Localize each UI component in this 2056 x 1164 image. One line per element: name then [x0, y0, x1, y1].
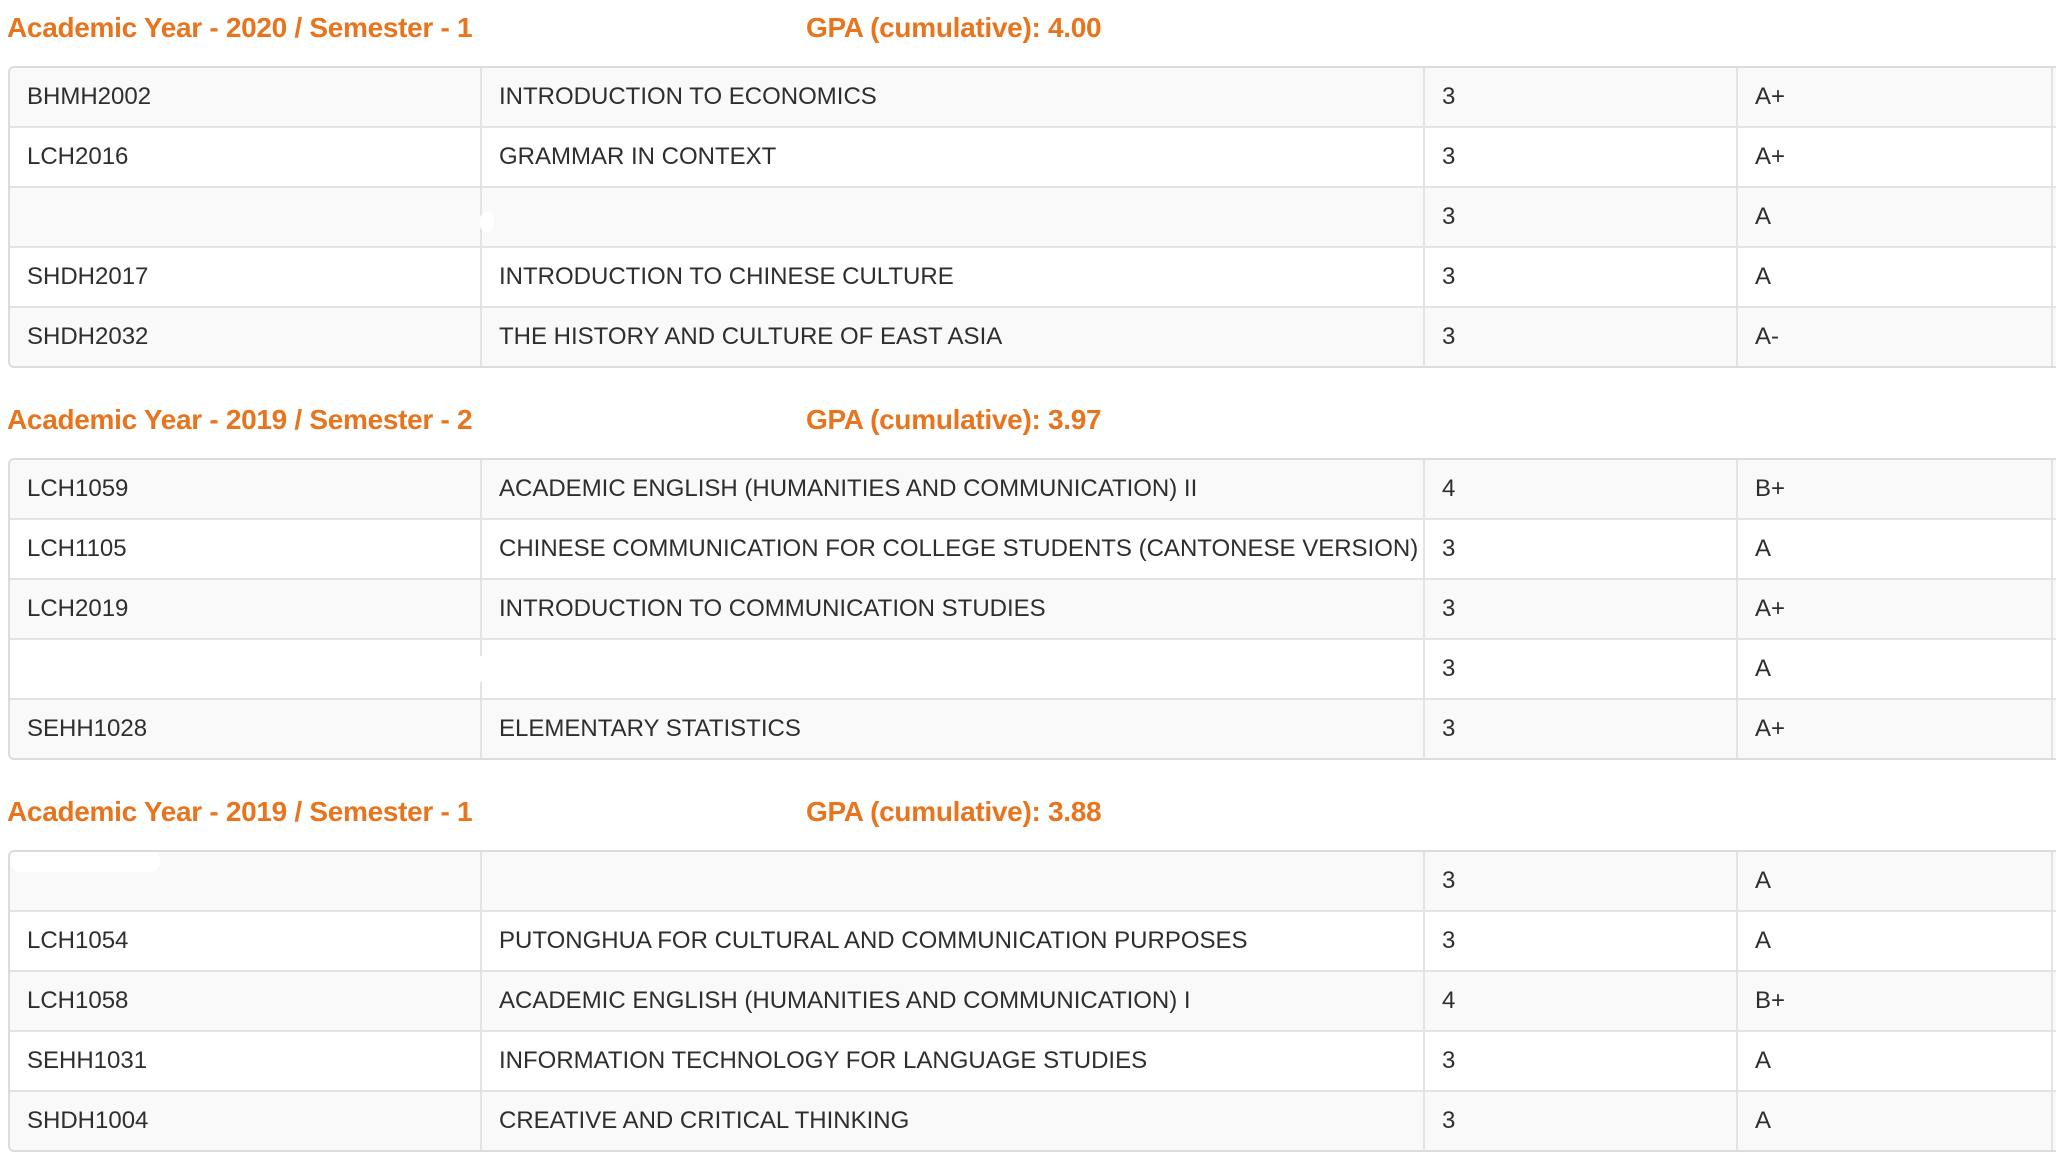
course-grade: A-: [1738, 308, 2053, 366]
course-credits: 4: [1425, 460, 1738, 518]
course-credits: 3: [1425, 700, 1738, 758]
course-code: SHDH2017: [10, 248, 482, 306]
course-code: LCH1054: [10, 912, 482, 970]
table-row: [10, 698, 2056, 758]
course-title: GRAMMAR IN CONTEXT: [482, 128, 1425, 186]
table-row: [10, 638, 2056, 698]
semester-header: [0, 0, 2056, 56]
course-credits: 3: [1425, 912, 1738, 970]
table-row: [10, 518, 2056, 578]
course-title: ACADEMIC ENGLISH (HUMANITIES AND COMMUNICATION) II: [482, 460, 1425, 518]
table-row: [10, 970, 2056, 1030]
semester-title: Academic Year - 2019 / Semester - 2: [7, 404, 473, 435]
course-title: THE HISTORY AND CULTURE OF EAST ASIA: [482, 308, 1425, 366]
table-row: [10, 578, 2056, 638]
course-credits: 3: [1425, 68, 1738, 126]
course-table: [8, 850, 2056, 1152]
course-credits: 3: [1425, 188, 1738, 246]
course-code: SEHH1031: [10, 1032, 482, 1090]
course-grade: A+: [1738, 580, 2053, 638]
course-code: LCH1059: [10, 460, 482, 518]
course-code: SHDH1004: [10, 1092, 482, 1150]
table-row: [10, 186, 2056, 246]
course-credits: 3: [1425, 248, 1738, 306]
course-title: PUTONGHUA FOR CULTURAL AND COMMUNICATION PURPOSES: [482, 912, 1425, 970]
table-row: [10, 126, 2056, 186]
course-grade: A: [1738, 188, 2053, 246]
course-credits: 3: [1425, 852, 1738, 910]
table-row: [10, 852, 2056, 910]
course-table: [8, 458, 2056, 760]
course-title: INTRODUCTION TO CHINESE CULTURE: [482, 248, 1425, 306]
course-code: SEHH1028: [10, 700, 482, 758]
course-code: [10, 188, 482, 246]
course-grade: A: [1738, 248, 2053, 306]
course-title: INTRODUCTION TO ECONOMICS: [482, 68, 1425, 126]
course-credits: 3: [1425, 128, 1738, 186]
course-title: INFORMATION TECHNOLOGY FOR LANGUAGE STUDIES: [482, 1032, 1425, 1090]
course-title: [482, 188, 1425, 246]
course-grade: B+: [1738, 972, 2053, 1030]
course-title: CREATIVE AND CRITICAL THINKING: [482, 1092, 1425, 1150]
course-credits: 3: [1425, 1032, 1738, 1090]
course-code: LCH2016: [10, 128, 482, 186]
course-title: CHINESE COMMUNICATION FOR COLLEGE STUDENTS (CANTONESE VERSION): [482, 520, 1425, 578]
course-credits: 3: [1425, 308, 1738, 366]
course-credits: 4: [1425, 972, 1738, 1030]
course-code: LCH2019: [10, 580, 482, 638]
course-code: LCH1058: [10, 972, 482, 1030]
semester-header: [0, 392, 2056, 448]
course-grade: A: [1738, 852, 2053, 910]
table-row: [10, 460, 2056, 518]
course-grade: A+: [1738, 68, 2053, 126]
course-grade: A+: [1738, 700, 2053, 758]
course-grade: A: [1738, 912, 2053, 970]
course-grade: B+: [1738, 460, 2053, 518]
course-title: ELEMENTARY STATISTICS: [482, 700, 1425, 758]
table-row: [10, 910, 2056, 970]
course-credits: 3: [1425, 1092, 1738, 1150]
gpa-cumulative: GPA (cumulative): 3.88: [806, 796, 1102, 827]
course-credits: 3: [1425, 520, 1738, 578]
semester-header: [0, 784, 2056, 840]
course-grade: A+: [1738, 128, 2053, 186]
gpa-cumulative: GPA (cumulative): 3.97: [806, 404, 1102, 435]
course-title: INTRODUCTION TO COMMUNICATION STUDIES: [482, 580, 1425, 638]
course-grade: A: [1738, 640, 2053, 698]
table-row: [10, 1030, 2056, 1090]
course-table: [8, 66, 2056, 368]
course-grade: A: [1738, 1092, 2053, 1150]
course-title: [482, 852, 1425, 910]
course-code: LCH1105: [10, 520, 482, 578]
redaction-mark: [10, 850, 160, 872]
course-grade: A: [1738, 520, 2053, 578]
course-grade: A: [1738, 1032, 2053, 1090]
course-credits: 3: [1425, 580, 1738, 638]
table-row: [10, 246, 2056, 306]
semester-title: Academic Year - 2019 / Semester - 1: [7, 796, 473, 827]
course-code: SHDH2032: [10, 308, 482, 366]
semester-title: Academic Year - 2020 / Semester - 1: [7, 12, 473, 43]
table-row: [10, 68, 2056, 126]
course-credits: 3: [1425, 640, 1738, 698]
gpa-cumulative: GPA (cumulative): 4.00: [806, 12, 1102, 43]
table-row: [10, 1090, 2056, 1150]
course-code: BHMH2002: [10, 68, 482, 126]
redaction-mark: [480, 212, 494, 232]
course-title: ACADEMIC ENGLISH (HUMANITIES AND COMMUNICATION) I: [482, 972, 1425, 1030]
table-row: [10, 306, 2056, 366]
